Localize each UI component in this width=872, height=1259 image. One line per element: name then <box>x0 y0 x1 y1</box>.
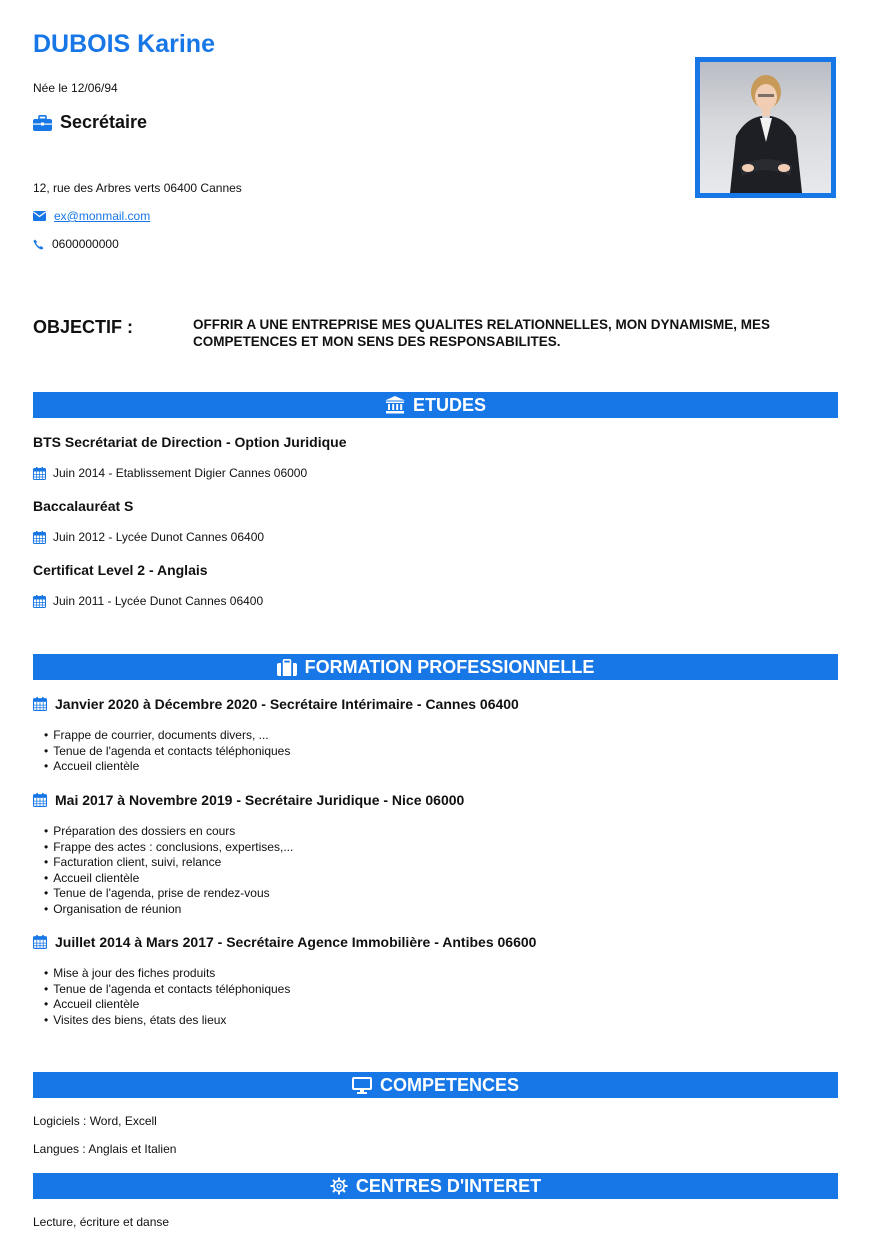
institution-icon <box>385 396 405 414</box>
education-detail: Juin 2012 - Lycée Dunot Cannes 06400 <box>53 530 265 544</box>
calendar-icon <box>33 531 46 544</box>
job-task: • Accueil clientèle <box>44 871 293 887</box>
education-degree: Baccalauréat S <box>33 498 134 514</box>
section-interets-title: CENTRES D'INTERET <box>355 1175 542 1196</box>
section-interets-header <box>33 1173 838 1199</box>
phone-icon <box>33 239 44 250</box>
candidate-name: DUBOIS Karine <box>33 30 215 58</box>
job-title-row <box>33 112 147 133</box>
job-task: • Accueil clientèle <box>44 997 290 1013</box>
education-detail-row <box>33 594 263 608</box>
job-task-list <box>44 824 293 917</box>
desktop-icon <box>352 1077 372 1094</box>
phone-number: 0600000000 <box>52 237 119 251</box>
job-heading: Janvier 2020 à Décembre 2020 - Secrétaire Intérimaire - Cannes 06400 <box>55 696 519 712</box>
phone-row <box>33 237 119 251</box>
calendar-icon <box>33 935 47 949</box>
email-row <box>33 209 150 223</box>
education-degree: Certificat Level 2 - Anglais <box>33 562 208 578</box>
calendar-icon <box>33 595 46 608</box>
job-heading: Juillet 2014 à Mars 2017 - Secrétaire Agence Immobilière - Antibes 06600 <box>55 934 537 950</box>
job-title: Secrétaire <box>60 112 148 132</box>
job-task: • Mise à jour des fiches produits <box>44 966 290 982</box>
job-task: • Visites des biens, états des lieux <box>44 1013 290 1029</box>
interests-text: Lecture, écriture et danse <box>33 1215 170 1229</box>
skills-software: Logiciels : Word, Excell <box>33 1114 157 1128</box>
birth-date: Née le 12/06/94 <box>33 81 118 95</box>
address: 12, rue des Arbres verts 06400 Cannes <box>33 181 242 195</box>
job-task-list <box>44 966 290 1028</box>
job-heading-row <box>33 696 519 712</box>
calendar-icon <box>33 793 47 807</box>
section-competences-title: COMPETENCES <box>379 1074 520 1095</box>
section-formation-header <box>33 654 838 680</box>
gear-icon <box>330 1177 348 1195</box>
job-task: • Frappe des actes : conclusions, expertises,... <box>44 840 293 856</box>
education-degree: BTS Secrétariat de Direction - Option Juridique <box>33 434 347 450</box>
calendar-icon <box>33 467 46 480</box>
education-detail-row <box>33 530 264 544</box>
section-formation-title: FORMATION PROFESSIONNELLE <box>304 656 595 677</box>
portrait-image <box>700 62 831 193</box>
job-task-list <box>44 728 290 775</box>
section-etudes-header <box>33 392 838 418</box>
section-etudes-title: ETUDES <box>412 394 486 415</box>
job-task: • Accueil clientèle <box>44 759 290 775</box>
education-detail: Juin 2014 - Etablissement Digier Cannes 06000 <box>53 466 308 480</box>
job-task: • Facturation client, suivi, relance <box>44 855 293 871</box>
envelope-icon <box>33 211 46 221</box>
profile-photo <box>695 57 836 198</box>
objective-text: OFFRIR A UNE ENTREPRISE MES QUALITES RELATIONNELLES, MON DYNAMISME, MES COMPETENCES ET MON SENS DES RESPONSABILITES. <box>193 317 771 349</box>
suitcase-icon <box>277 659 297 676</box>
email-link[interactable]: ex@monmail.com <box>54 209 151 223</box>
section-competences-header <box>33 1072 838 1098</box>
education-detail-row <box>33 466 307 480</box>
job-task: • Tenue de l'agenda et contacts téléphoniques <box>44 744 290 760</box>
objective-label: OBJECTIF : <box>33 317 134 337</box>
briefcase-icon <box>33 115 52 131</box>
job-task: • Frappe de courrier, documents divers, ... <box>44 728 290 744</box>
job-heading: Mai 2017 à Novembre 2019 - Secrétaire Juridique - Nice 06000 <box>55 792 465 808</box>
job-heading-row <box>33 792 464 808</box>
calendar-icon <box>33 697 47 711</box>
skills-languages: Langues : Anglais et Italien <box>33 1142 177 1156</box>
job-task: • Tenue de l'agenda et contacts téléphoniques <box>44 982 290 998</box>
job-task: • Préparation des dossiers en cours <box>44 824 293 840</box>
job-task: • Tenue de l'agenda, prise de rendez-vous <box>44 886 293 902</box>
job-task: • Organisation de réunion <box>44 902 293 918</box>
education-detail: Juin 2011 - Lycée Dunot Cannes 06400 <box>53 594 264 608</box>
job-heading-row <box>33 934 536 950</box>
